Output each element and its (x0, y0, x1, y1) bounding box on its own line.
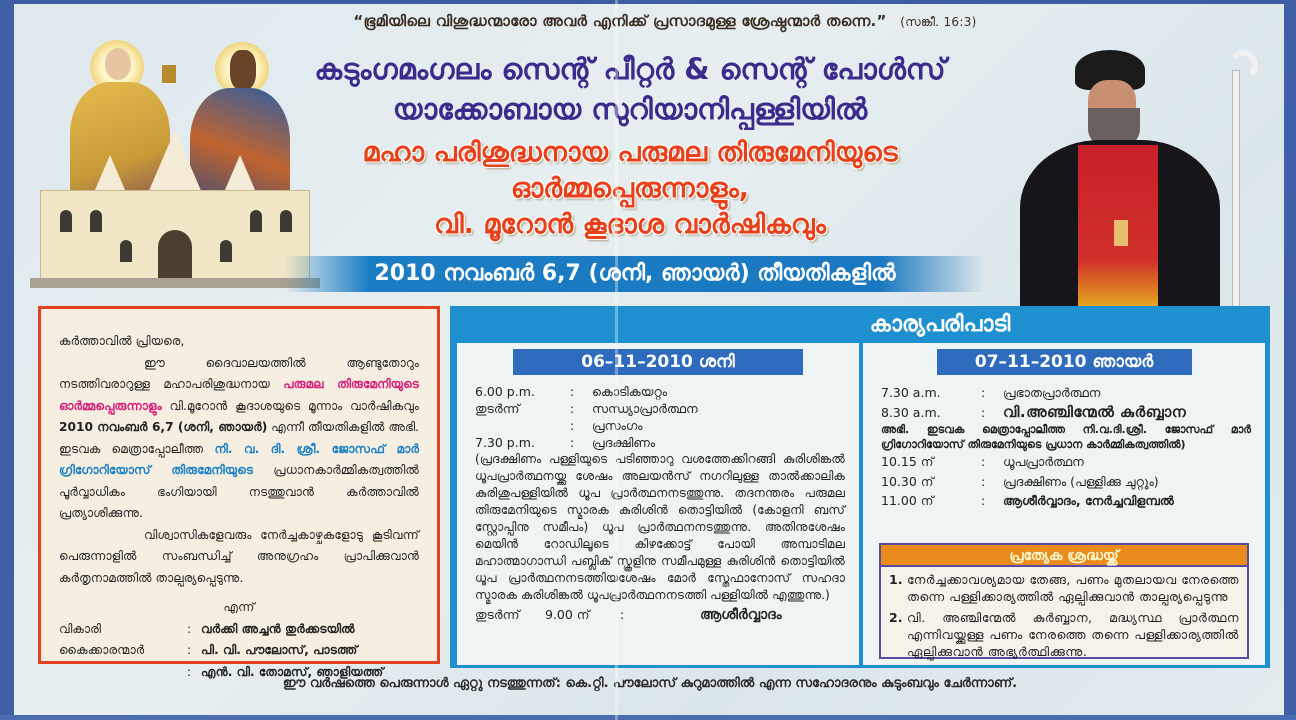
letter-paragraph-1 (59, 353, 419, 525)
letter-text: പ്രധാനകാർമ്മികത്വത്തിൽ പൂർവ്വാധികം ഭംഗിയായി നടത്തുവാൻ കർത്താവിൽ പ്രത്യാശിക്കുന്നു. (59, 463, 419, 520)
schedule-time (475, 417, 570, 434)
signatory-name: പി. വി. പൗലോസ്, പാടത്ത് (201, 643, 358, 657)
schedule-time: 9.00 ന് (545, 607, 590, 622)
colon: : (570, 435, 575, 450)
church-steps (30, 278, 320, 288)
schedule-row (881, 472, 1251, 492)
church-window (220, 240, 232, 262)
colon: : (187, 643, 192, 657)
special-attention-box (879, 543, 1249, 659)
colon: : (187, 664, 192, 679)
procession-route-note: (പ്രദക്ഷിണം പള്ളിയുടെ പടിഞ്ഞാറു വശത്തേക്കിറങ്ങി കുരിശിങ്കൽ ധൂപപ്രാർത്ഥനയ്ക്കു ശേഷം അലയൻസ് നഗറിലുള്ള താൽക്കാലിക കുരിശുപള്ളിയിൽ ധൂപ പ്രാർത്ഥനനടത്തുന്നു. തദനന്തരം പരുമല തിരുമേനിയുടെ സ്മാരക കുരിശിൻ തൊട്ടിയിൽ (കോളനി ബസ് സ്റ്റോപ്പിനു സമീപം) ധൂപ പ്രാർത്ഥനനടത്തുന്നു. അതിനുശേഷം മെയിൻ റോഡിലൂടെ കിഴക്കോട്ട് പോയി അമ്പാടിമല മഹാത്മാഗാന്ധി പബ്ലിക് സ്കൂളിനു സമീപമുള്ള കുരിശിൻ തൊട്ടിയിൽ ധൂപ പ്രാർത്ഥനനടത്തിയശേഷം മോർ സ്തേഫാനോസ് സഹദാ സ്മാരക കുരിശിങ്കൽ ധൂപപ്രാർത്ഥനനടത്തി പള്ളിയിൽ എത്തുന്നു.) (475, 452, 845, 602)
letter-paragraph-2: വിശ്വാസികളേവരും നേർച്ചകാഴ്ചകളോടു കൂടിവന്ന് പെരുന്നാളിൽ സംബന്ധിച്ച് അനുഗ്രഹം പ്രാപിക്കുവാൻ കർതൃനാമത്തിൽ താല്പര്യപ്പെടുന്നു. (59, 527, 419, 585)
colon: : (981, 404, 986, 420)
left-border (0, 0, 14, 720)
bishop-portrait (1010, 50, 1260, 310)
bishop-name-highlight: നി. വ. ദി. ശ്രീ. ജോസഫ് മാർ ഗ്രിഗോറിയോസ് തിരുമേനിയുടെ (59, 441, 419, 477)
schedule-event: സന്ധ്യാപ്രാർത്ഥന (592, 401, 698, 416)
celebrant-note: അഭി. ഇടവക മെത്രാപ്പോലീത്ത നി.വ.ദി.ശ്രീ. ജോസഫ് മാർ ഗ്രിഗോറിയോസ് തിരുമേനിയുടെ പ്രധാന കാർമ്മികത്വത്തിൽ) (881, 423, 1251, 451)
signatory-role: വികാരി (59, 621, 102, 636)
cross-icon (1114, 220, 1128, 246)
feast-highlight: പരുമല തിരുമേനിയുടെ ഓർമ്മപ്പെരുന്നാളും (59, 377, 419, 413)
bottom-border (0, 715, 1296, 720)
feast-title-line1: മഹാ പരിശുദ്ധനായ പരുമല തിരുമേനിയുടെ (362, 137, 898, 168)
letter-text: എന്നീ തീയതികളിൽ അഭി. ഇടവക മെത്രാപ്പോലീത്ത (59, 420, 419, 456)
item-text: വി. അഞ്ചിന്മേൽ കുർബ്ബാന, മദ്ധ്യസ്ഥ പ്രാർത്ഥന എന്നിവയ്ക്കുള്ള പണം നേരത്തെ തന്നെ പള്ളിക്കാര്യത്തിൽ ഏല്പിക്കുവാൻ അഭ്യർത്ഥിക്കുന്നു. (907, 610, 1239, 659)
schedule-time: 10.15 ന് (881, 454, 934, 469)
schedule-time: തുടർന്ന് (475, 401, 520, 416)
colon: : (981, 473, 986, 489)
day2-heading: 07–11–2010 ഞായർ (937, 349, 1192, 375)
schedule-time: 7.30 p.m. (475, 435, 535, 450)
church-window (120, 240, 132, 262)
colon: : (570, 401, 575, 416)
date-highlight: 2010 നവംബർ 6,7 (ശനി, ഞായർ) (59, 420, 268, 434)
right-border (1284, 0, 1296, 720)
day2-schedule (863, 375, 1265, 511)
schedule-row (475, 400, 845, 417)
schedule-event: ധൂപപ്രാർത്ഥന (1003, 454, 1084, 469)
date-banner: 2010 നവംബർ 6,7 (ശനി, ഞായർ) തീയതികളിൽ (285, 256, 985, 292)
schedule-label: തുടർന്ന് (475, 607, 520, 622)
schedule-row (475, 434, 845, 451)
item-number: 2. (889, 610, 903, 625)
letter-text: ഈ ദൈവാലയത്തിൽ ആണ്ടുതോറും നടത്തിവരാറുള്ള മഹാപരിശുദ്ധനായ (59, 355, 419, 391)
church-window (60, 210, 72, 232)
quote-text: “ഭൂമിയിലെ വിശുദ്ധന്മാരോ അവർ എനിക്ക് പ്രസാദമുള്ള ശ്രേഷ്ഠന്മാർ തന്നെ.” (353, 12, 887, 30)
signatory-row (59, 619, 419, 641)
item-text: നേർച്ചക്കാവശ്യമായ തേങ്ങ, പണം മുതലായവ നേരത്തെ തന്നെ പള്ളിക്കാര്യത്തിൽ ഏല്പിക്കുവാൻ താല്പര്യപ്പെടുന്നു (907, 572, 1239, 604)
church-window (250, 210, 262, 232)
day1-schedule (457, 375, 859, 626)
schedule-row (881, 491, 1251, 511)
schedule-time: 6.00 p.m. (475, 384, 535, 399)
attention-heading: പ്രത്യേക ശ്രദ്ധയ്ക്ക് (881, 545, 1247, 567)
attention-item (889, 571, 1239, 605)
day1-column (457, 343, 859, 665)
signatory-name: വർക്കി അച്ചൻ തുർക്കടയിൽ (201, 621, 355, 636)
day1-heading: 06–11–2010 ശനി (513, 349, 803, 375)
schedule-event: പ്രദക്ഷിണം (പള്ളിക്കു ചുറ്റും) (1003, 473, 1159, 489)
schedule-time: 10.30 ന് (881, 473, 934, 489)
staff-crook-icon (1228, 50, 1258, 80)
schedule-event: ആശീർവ്വാദം (700, 607, 782, 623)
quote-reference: (സങ്കീ. 16:3) (900, 15, 977, 29)
bishop-staff (1232, 70, 1240, 310)
sponsor-footer: ഈ വർഷത്തെ പെരുന്നാൾ ഏറ്റു നടത്തുന്നത്: കെ.റ്റി. പൗലോസ് കുറുമാത്തിൽ എന്ന സഹോദരനും കുടുംബവും ചേർന്നാണ്. (282, 676, 1018, 691)
feast-title-line2: ഓർമ്മപ്പെരുന്നാളും, (510, 173, 750, 204)
keys-icon (162, 65, 176, 83)
schedule-time: 7.30 a.m. (881, 385, 941, 400)
scripture-quote (170, 12, 1160, 30)
colon: : (981, 493, 986, 508)
church-door (158, 230, 192, 280)
colon: : (570, 418, 575, 433)
schedule-event: കൊടികയറ്റം (592, 384, 668, 399)
item-number: 1. (889, 572, 903, 587)
schedule-event: വി.അഞ്ചിന്മേൽ കുർബ്ബാന (1003, 402, 1187, 421)
colon: : (981, 385, 986, 400)
colon: : (570, 384, 575, 399)
schedule-time: 8.30 a.m. (881, 404, 941, 420)
colon: : (981, 454, 986, 469)
schedule-time: 11.00 ന് (881, 493, 934, 508)
attention-item (889, 609, 1239, 660)
schedule-row (475, 383, 845, 400)
letter-closing: എന്ന് (223, 600, 255, 614)
day2-column (863, 343, 1265, 665)
church-name-line1: കടുംഗമംഗലം സെന്റ് പീറ്റർ & സെന്റ് പോൾസ് (314, 52, 946, 86)
programme-box (450, 306, 1270, 668)
church-name-line2: യാക്കോബായ സുറിയാനിപ്പള്ളിയിൽ (392, 92, 868, 126)
colon: : (620, 607, 625, 622)
schedule-event: പ്രഭാതപ്രാർത്ഥന (1003, 385, 1101, 400)
schedule-event: ആശീർവ്വാദം, നേർച്ചവിളമ്പൽ (1003, 493, 1174, 508)
saint-paul-head (230, 50, 256, 90)
schedule-event: പ്രസംഗം (592, 418, 643, 433)
letter-text: വി.മൂറോൻ കൂദാശയുടെ മൂന്നാം വാർഷികവും (161, 398, 419, 413)
schedule-row (881, 403, 1251, 423)
signatory-role: കൈക്കാരന്മാർ (59, 643, 145, 657)
paper-fold-line (615, 0, 618, 720)
programme-title: കാര്യപരിപാടി (869, 312, 1011, 337)
saint-peter-head (105, 48, 131, 80)
colon: : (187, 621, 192, 636)
feast-title (270, 135, 990, 243)
attention-list (881, 567, 1247, 660)
schedule-row-final (475, 604, 845, 626)
letter-greeting: കർത്താവിൽ പ്രിയരെ, (59, 334, 185, 348)
schedule-event: പ്രദക്ഷിണം (592, 435, 656, 450)
invitation-letter (38, 306, 440, 679)
church-window (90, 210, 102, 232)
signatory-name: എൻ. വി. തോമസ്, ഞാളിയത്ത് (201, 664, 384, 679)
signatory-row (59, 640, 419, 662)
schedule-row (475, 417, 845, 434)
schedule-row (881, 452, 1251, 472)
schedule-row (881, 383, 1251, 403)
feast-title-line3: വി. മൂറോൻ കൂദാശ വാർഷികവും (434, 209, 826, 240)
